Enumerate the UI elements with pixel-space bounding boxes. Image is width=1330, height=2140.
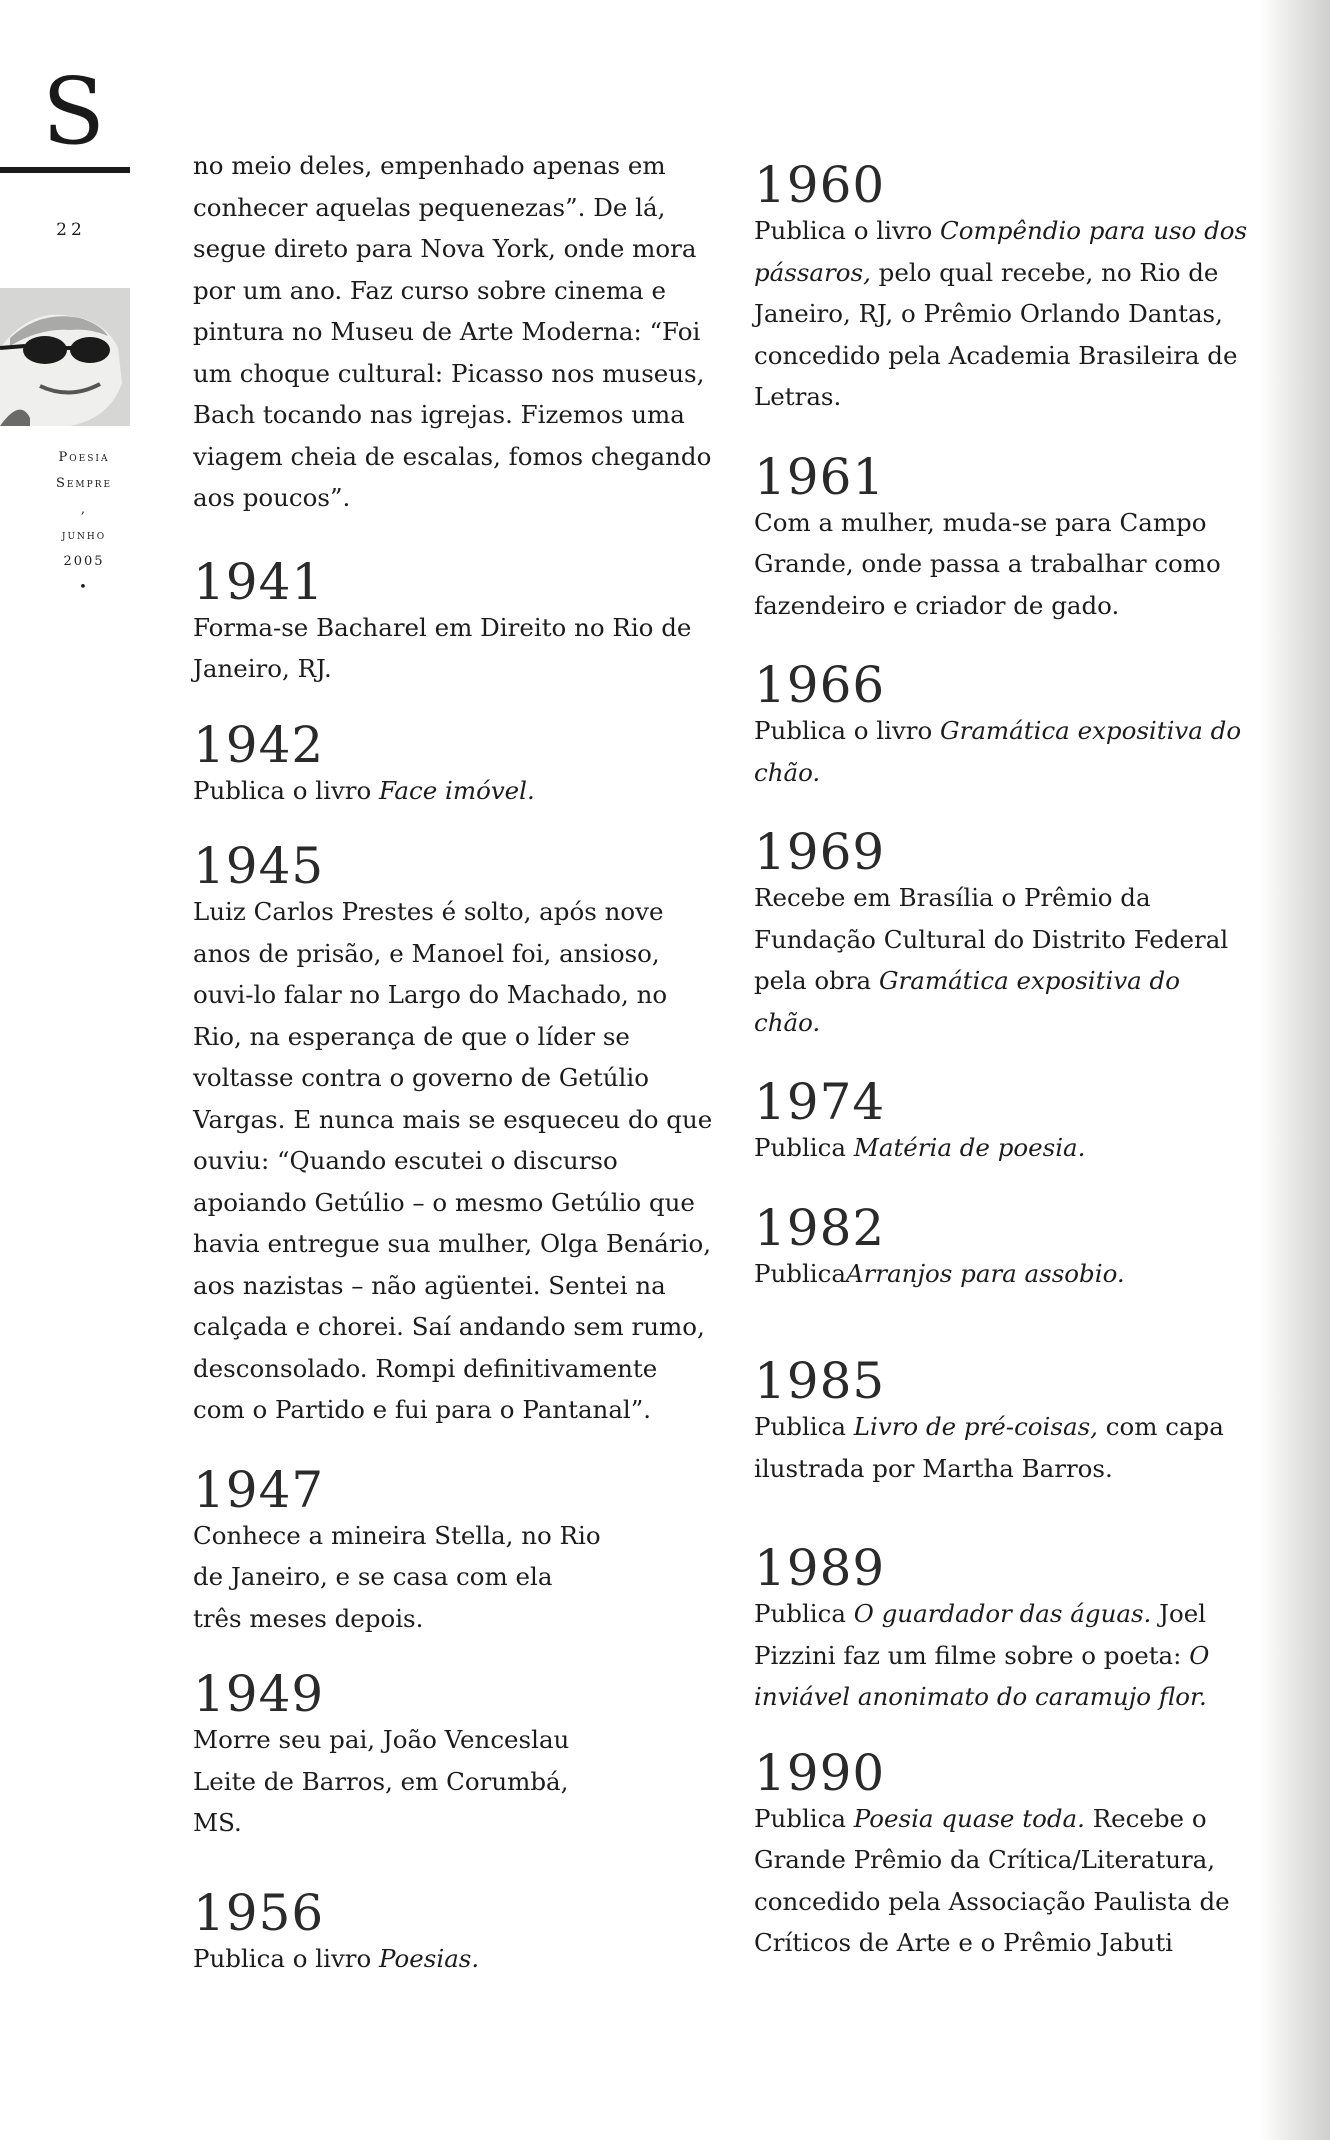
entry-text-part: Publica [754, 1412, 854, 1441]
publication-year: 2005 [63, 554, 105, 569]
entry-text [754, 1253, 1274, 1295]
entry-year: 1942 [193, 715, 325, 774]
book-title: Matéria de poesia. [853, 1133, 1086, 1162]
entry-year: 1947 [193, 1460, 325, 1519]
entry-text-part: Publica [754, 1803, 854, 1833]
book-title: Arranjos para assobio. [845, 1258, 1125, 1288]
timeline-entry [754, 1539, 1274, 1718]
entry-year: 1961 [754, 447, 886, 506]
entry-text [754, 210, 1274, 418]
sidebar [0, 0, 135, 700]
entry-text [754, 710, 1274, 793]
entry-text: Morre seu pai, João Venceslau Leite de Barros, em Corumbá, MS. [193, 1725, 570, 1837]
timeline-entry [193, 1665, 713, 1844]
right-column [754, 156, 1274, 1964]
intro-paragraph: no meio deles, empenhado apenas em conhecer aquelas pequenezas”. De lá, segue direto para Nova York, onde mora por um ano. Faz curso sobre cinema e pintura no Museu de Arte Moderna: “Foi um choque cultural: Picasso nos museus, Bach tocando nas igrejas. Fizemos uma viagem cheia de escalas, fomos chegando aos poucos”. [193, 151, 712, 512]
entry-year: 1985 [754, 1352, 886, 1410]
entry-text [754, 1593, 1274, 1718]
entry-year: 1969 [754, 823, 886, 881]
entry-text-part: Publica o livro [754, 216, 941, 245]
entry-text: Com a mulher, muda-se para Campo Grande, onde passa a trabalhar como fazendeiro e criador de gado. [754, 507, 1221, 620]
timeline-entry [193, 552, 713, 690]
timeline-entry [193, 837, 713, 1431]
entry-year: 1960 [754, 156, 886, 214]
book-title: Gramática expositiva do chão. [754, 716, 1242, 787]
entry-text-part: pelo qual recebe, no Rio de Janeiro, RJ, o Prêmio Orlando Dantas, concedido pela Academia Brasileira de Letras. [754, 257, 1238, 411]
entry-text-part: com capa ilustrada por Martha Barros. [754, 1412, 1224, 1483]
entry-text: Forma-se Bacharel em Direito no Rio de Janeiro, RJ. [193, 612, 692, 683]
entry-text-part: Publica o livro [193, 775, 380, 805]
entry-text-part: Publica o livro [754, 716, 941, 745]
entry-text [754, 877, 1244, 1043]
publication-name-line2: Sempre [55, 476, 113, 491]
entry-text-part: Publica [754, 1599, 854, 1628]
entry-year: 1941 [193, 552, 325, 611]
film-title: O inviável anonimato do caramujo flor. [754, 1640, 1210, 1711]
page-number: 22 [56, 220, 86, 240]
entry-text-part: Publica [754, 1133, 854, 1162]
book-title: Poesias. [379, 1943, 480, 1973]
book-title: Livro de pré-coisas, [853, 1412, 1098, 1441]
entry-year: 1966 [754, 656, 886, 714]
entry-text-part: Recebe em Brasília o Prêmio da Fundação Cultural do Distrito Federal pela obra [754, 883, 1229, 995]
book-title: Compêndio para uso dos pássaros, [754, 216, 1248, 287]
entry-year: 1949 [193, 1665, 325, 1723]
book-title: Gramática expositiva do chão. [754, 966, 1180, 1037]
left-column [193, 145, 713, 1979]
section-letter: S [42, 58, 106, 165]
entry-text-part: Publica o livro [193, 1943, 380, 1973]
author-photo [0, 288, 130, 426]
entry-year: 1982 [754, 1198, 886, 1257]
author-portrait-image [0, 288, 130, 426]
entry-year: 1956 [193, 1883, 325, 1942]
timeline-entry [754, 1073, 1274, 1169]
timeline-entry [754, 1743, 1274, 1964]
entry-year: 1974 [754, 1073, 886, 1131]
publication-name-line1: Poesia [58, 450, 110, 465]
entry-text [754, 1406, 1274, 1489]
entry-year: 1989 [754, 1539, 886, 1597]
publication-bullet: • [79, 580, 89, 595]
header-rule [0, 167, 130, 173]
timeline-entry [754, 1198, 1274, 1295]
book-title: O guardador das águas. [853, 1599, 1152, 1628]
entry-text-part: Publica [754, 1258, 846, 1288]
publication-separator: , [80, 502, 88, 517]
timeline-entry [193, 1883, 713, 1980]
publication-month: junho [61, 528, 107, 543]
timeline-entry [754, 1352, 1274, 1489]
entry-year: 1990 [754, 1743, 886, 1802]
entry-text: Luiz Carlos Prestes é solto, após nove anos de prisão, e Manoel foi, ansioso, ouvi-lo falar no Largo do Machado, no Rio, na esperança de que o líder se voltasse contra o governo de Getúlio Vargas. E nunca mais se esqueceu do que ouviu: “Quando escutei o discurso apoiando Getúlio – o mesmo Getúlio que havia entregue sua mulher, Olga Benário, aos nazistas – não agüentei. Sentei na calçada e chorei. Saí andando sem rumo, desconsolado. Rompi definitivamente com o Partido e fui para o Pantanal”. [193, 897, 713, 1424]
entry-text: Conhece a mineira Stella, no Rio de Janeiro, e se casa com ela três meses depois. [193, 1520, 601, 1633]
entry-text [193, 1938, 713, 1980]
timeline-entry [193, 1460, 713, 1640]
book-title: Face imóvel. [379, 775, 535, 805]
timeline-entry [754, 823, 1274, 1043]
book-title: Poesia quase toda. [853, 1803, 1085, 1833]
publication-info [30, 445, 138, 601]
entry-text [193, 770, 713, 812]
entry-text-part: Joel Pizzini faz um filme sobre o poeta: [754, 1599, 1207, 1670]
timeline-entry [754, 447, 1274, 627]
timeline-entry [754, 656, 1274, 793]
entry-text [754, 1127, 1274, 1169]
entry-text-part: Recebe o Grande Prêmio da Crítica/Literatura, concedido pela Associação Paulista de Críticos de Arte e o Prêmio Jabuti [754, 1803, 1230, 1957]
timeline-entry [193, 715, 713, 812]
timeline-entry [754, 156, 1274, 418]
entry-year: 1945 [193, 837, 325, 895]
entry-text [754, 1798, 1274, 1964]
